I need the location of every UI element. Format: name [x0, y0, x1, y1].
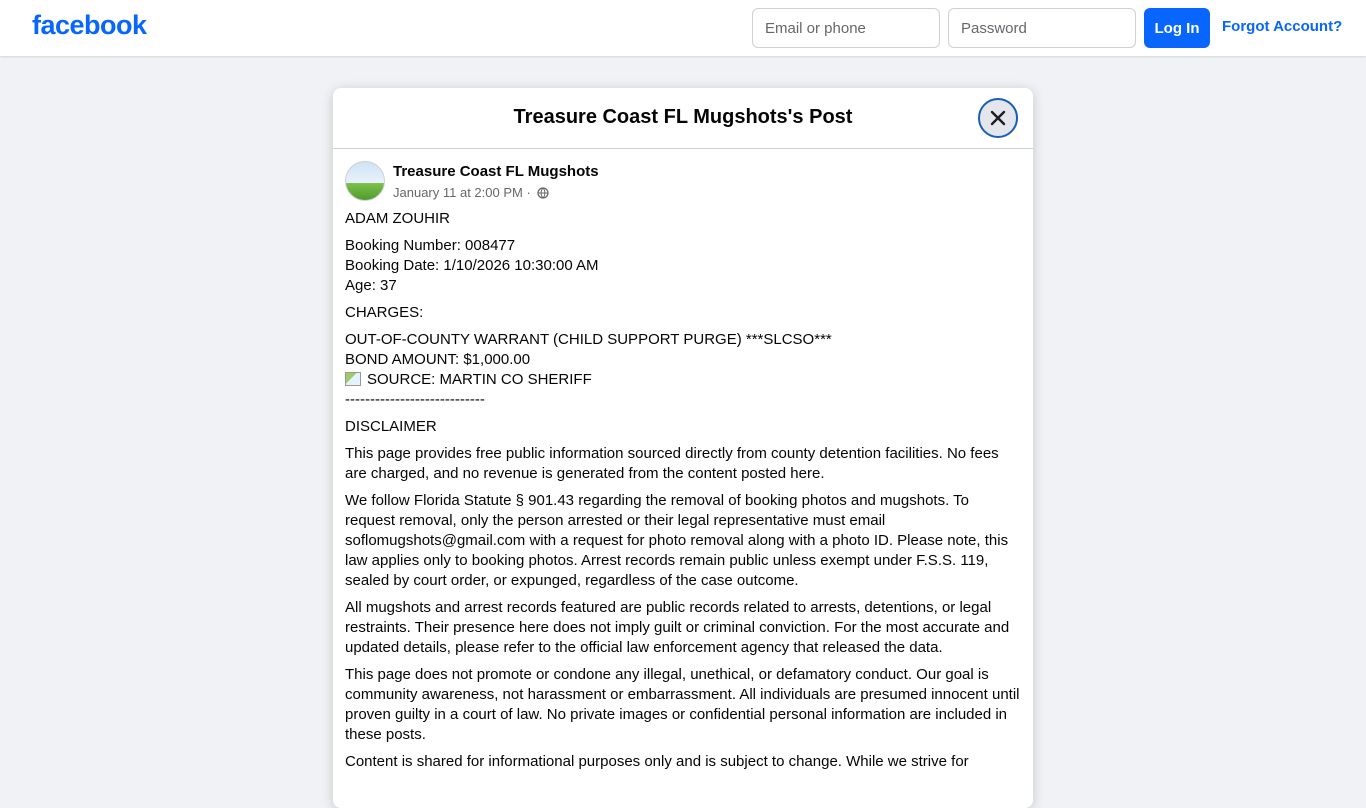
- forgot-account-link[interactable]: Forgot Account?: [1222, 18, 1343, 35]
- disclaimer-paragraph: Content is shared for informational purposes only and is subject to change. While we strive for: [345, 753, 969, 770]
- disclaimer-paragraph: This page does not promote or condone any illegal, unethical, or defamatory conduct. Our goal is community awareness, not harassment or embarrassment. All individuals are presumed innocent until proven guilty in a court of law. No private images or confidential personal information are included in these posts.: [345, 666, 1020, 743]
- broken-image-icon: [345, 372, 361, 386]
- booking-details: [345, 236, 1021, 296]
- age: Age: 37: [345, 277, 397, 294]
- globe-icon: [537, 187, 549, 199]
- disclaimer-paragraph: All mugshots and arrest records featured are public records related to arrests, detentions, or legal restraints. Their presence here does not imply guilt or criminal conviction. For the most accurate and updated details, please refer to the official law enforcement agency that released the data.: [345, 599, 1010, 656]
- person-name: ADAM ZOUHIR: [345, 210, 450, 227]
- dialog-title: Treasure Coast FL Mugshots's Post: [513, 106, 853, 128]
- close-icon: [989, 109, 1007, 127]
- charges-details: [345, 330, 1021, 410]
- bond-amount: BOND AMOUNT: $1,000.00: [345, 351, 531, 368]
- password-field[interactable]: [948, 8, 1136, 48]
- booking-number: Booking Number: 008477: [345, 237, 516, 254]
- post-body: [333, 149, 1033, 772]
- meta-separator: ·: [526, 185, 531, 200]
- facebook-logo[interactable]: facebook: [32, 10, 147, 40]
- divider-line: ----------------------------: [345, 391, 485, 408]
- post-author-row: [345, 161, 1021, 205]
- charge-text: OUT-OF-COUNTY WARRANT (CHILD SUPPORT PURGE) ***SLCSO***: [345, 331, 832, 348]
- charges-heading: CHARGES:: [345, 304, 424, 321]
- author-name[interactable]: Treasure Coast FL Mugshots: [393, 163, 599, 180]
- source-text: SOURCE: MARTIN CO SHERIFF: [367, 371, 592, 388]
- avatar[interactable]: [345, 161, 385, 201]
- close-button[interactable]: [978, 98, 1018, 138]
- post-dialog: [333, 88, 1033, 808]
- disclaimer-heading: DISCLAIMER: [345, 418, 437, 435]
- email-field[interactable]: [752, 8, 940, 48]
- post-timestamp[interactable]: January 11 at 2:00 PM: [393, 185, 523, 200]
- disclaimer-paragraph: We follow Florida Statute § 901.43 regarding the removal of booking photos and mugshots. To request removal, only the person arrested or their legal representative must email soflomugshots@gmail.com with a request for photo removal along with a photo ID. Please note, this law applies only to booking photos. Arrest records remain public unless exempt under F.S.S. 119, sealed by court order, or expunged, regardless of the case outcome.: [345, 492, 1009, 589]
- dialog-header: [333, 88, 1033, 149]
- post-meta: [393, 183, 549, 203]
- disclaimer-paragraph: This page provides free public information sourced directly from county detention facilities. No fees are charged, and no revenue is generated from the content posted here.: [345, 445, 999, 482]
- top-navigation-bar: [0, 0, 1366, 56]
- booking-date: Booking Date: 1/10/2026 10:30:00 AM: [345, 257, 599, 274]
- login-button[interactable]: Log In: [1144, 8, 1210, 48]
